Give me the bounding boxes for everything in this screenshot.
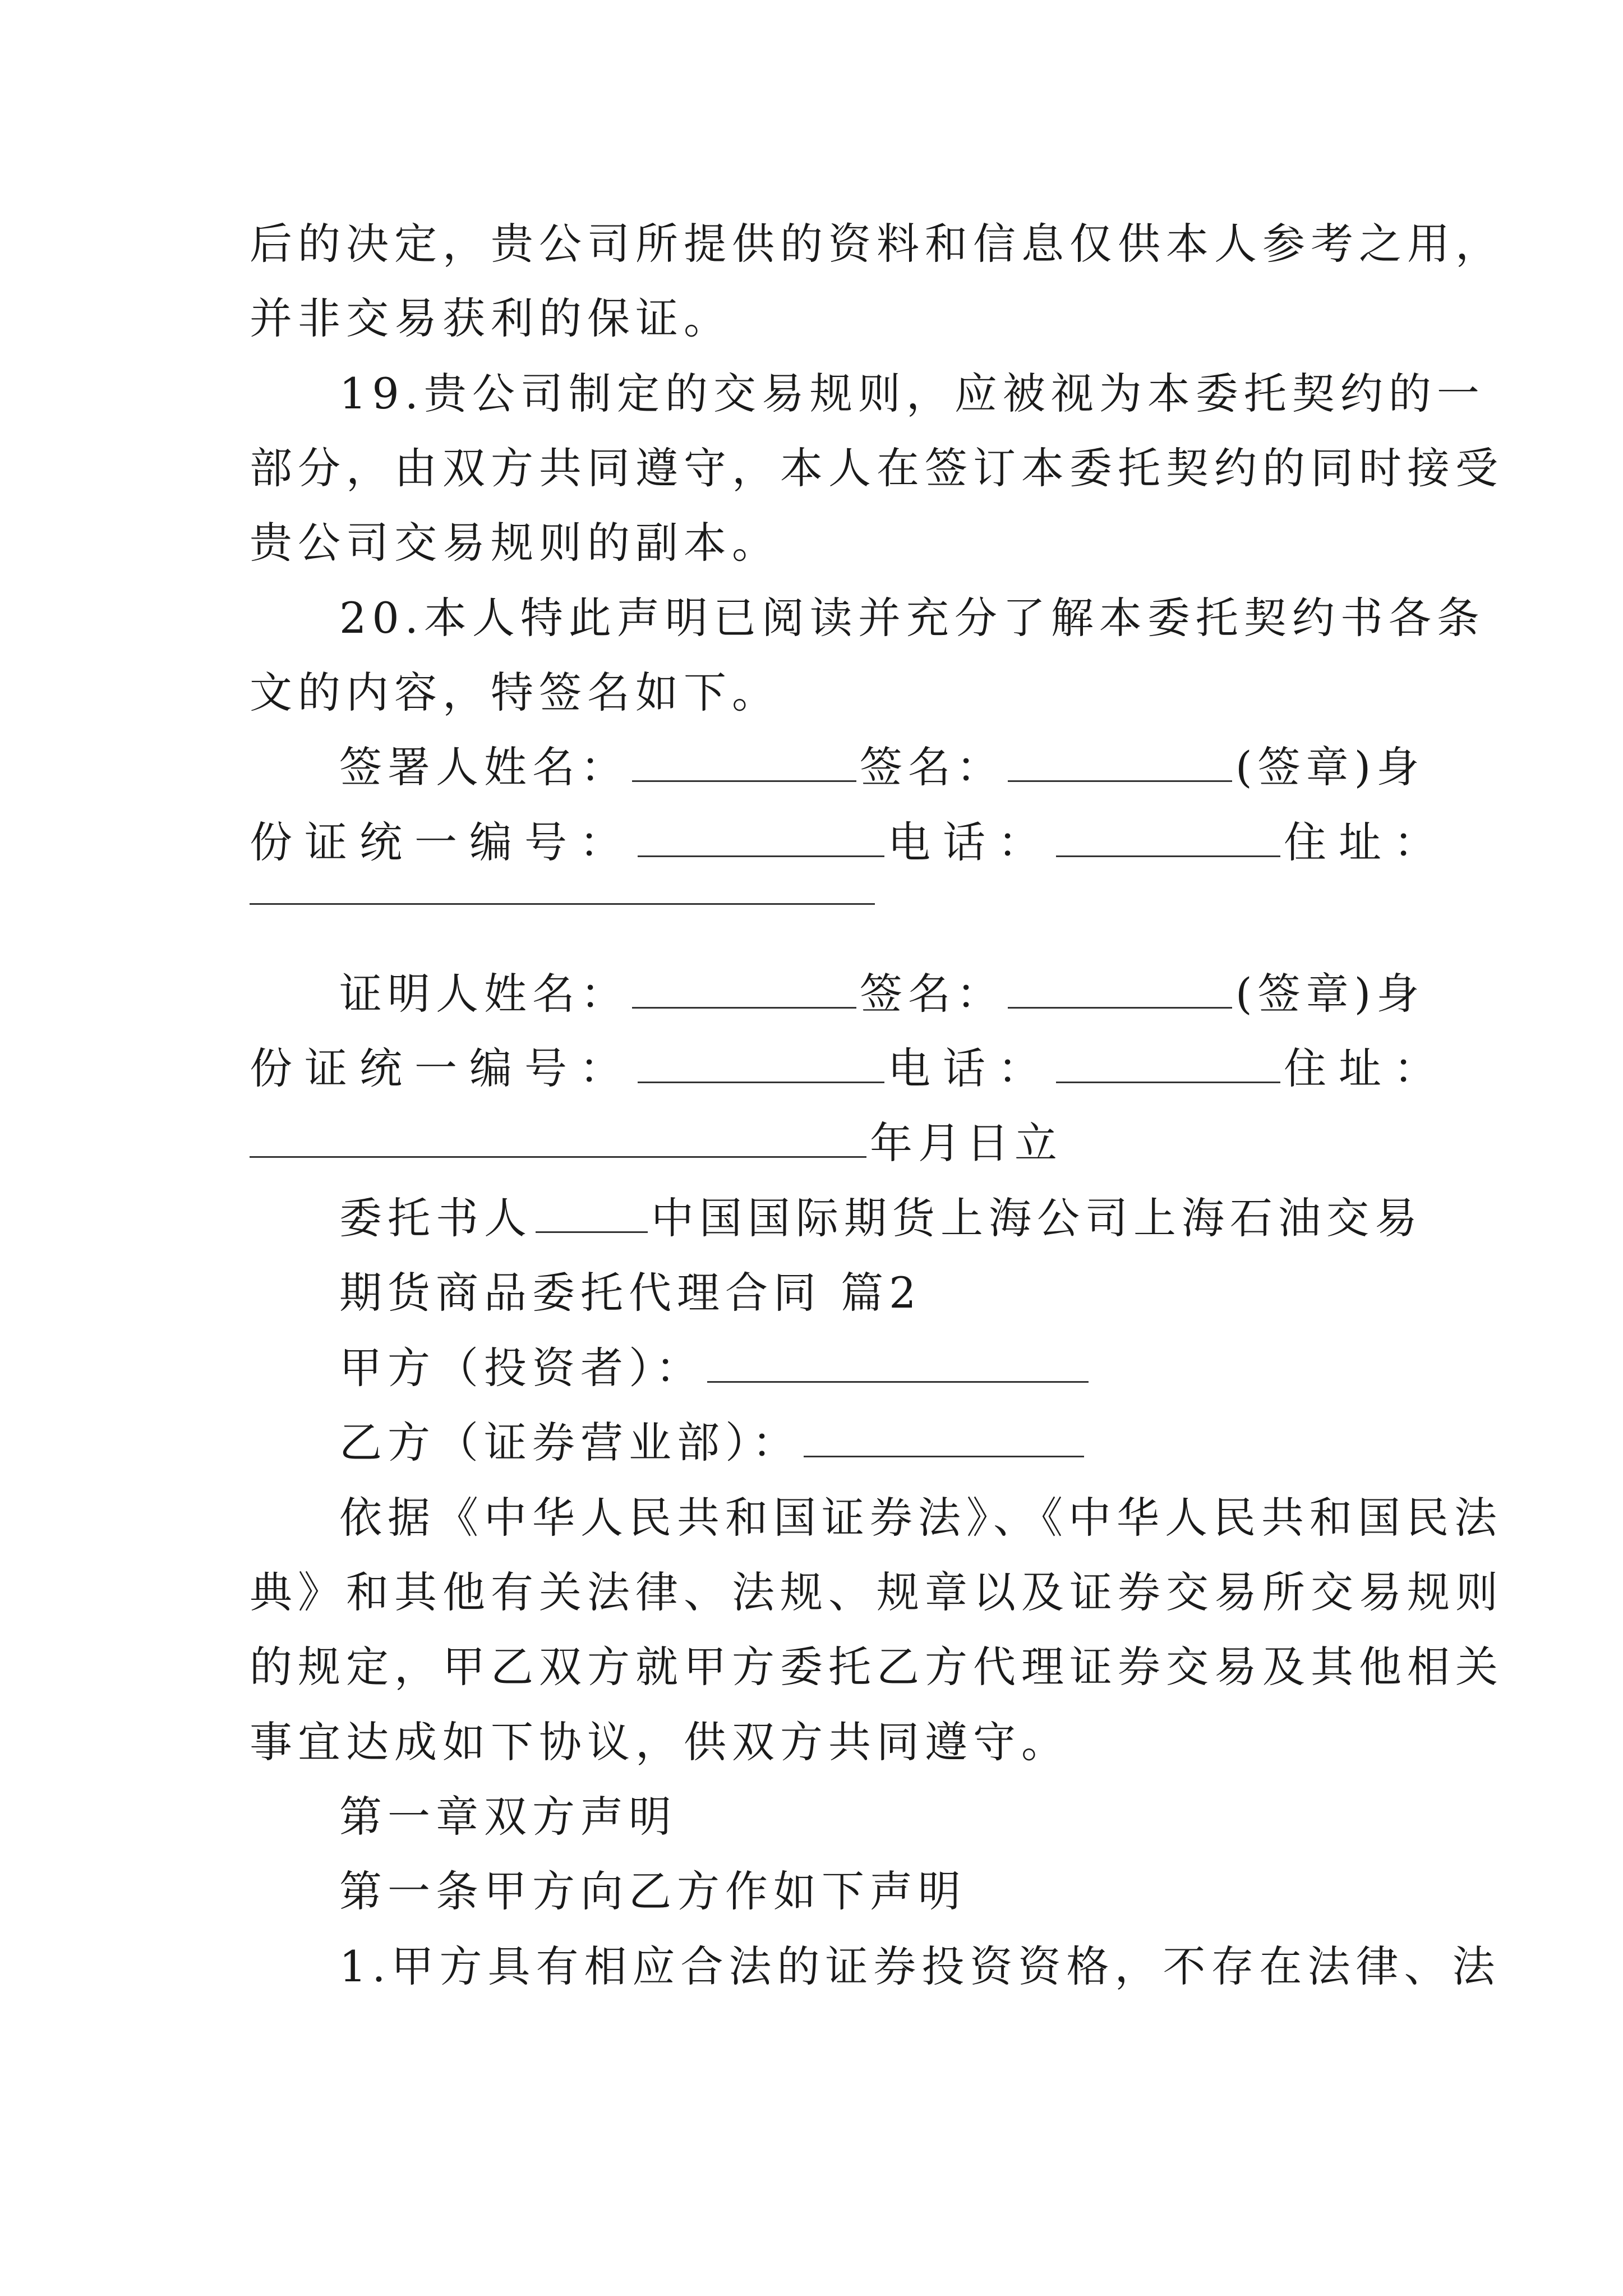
article-heading: 第一条甲方向乙方作如下声明	[339, 1866, 966, 1916]
signer-phone-label: 电话：	[888, 817, 1053, 867]
paragraph-line: 并非交易获利的保证。	[250, 293, 732, 343]
signer-sign-label: 签名：	[860, 742, 1004, 792]
party-b-field[interactable]	[804, 1421, 1084, 1457]
witness-address-label: 住址：	[1284, 1043, 1449, 1093]
signer-signature-field[interactable]	[1008, 746, 1232, 782]
witness-signature-field[interactable]	[1008, 972, 1232, 1009]
basis-line: 事宜达成如下协议，供双方共同遵守。	[250, 1717, 1069, 1767]
principal-company: 中国国际期货上海公司上海石油交易	[651, 1193, 1423, 1243]
clause-20-line: 文的内容，特签名如下。	[250, 668, 780, 717]
witness-sign-label: 签名：	[860, 969, 1004, 1019]
basis-line: 典》和其他有关法律、法规、规章以及证券交易所交易规则	[250, 1567, 1504, 1617]
witness-id-field[interactable]	[638, 1047, 884, 1083]
article-2-title: 期货商品委托代理合同 篇2	[339, 1268, 922, 1318]
paragraph-line: 后的决定，贵公司所提供的资料和信息仅供本人参考之用，	[250, 219, 1504, 269]
clause-19-line: 部分，由双方共同遵守，本人在签订本委托契约的同时接受	[250, 443, 1504, 493]
clause-20-line: 20.本人特此声明已阅读并充分了解本委托契约书各条	[339, 593, 1485, 643]
witness-address-field[interactable]	[250, 1121, 866, 1158]
witness-row	[339, 967, 1424, 1021]
clause-19-line: 贵公司交易规则的副本。	[250, 518, 780, 568]
signer-row	[339, 740, 1424, 794]
witness-phone-field[interactable]	[1056, 1047, 1280, 1083]
signer-address-field[interactable]	[250, 903, 875, 905]
party-b-row	[339, 1416, 1087, 1470]
signer-name-label: 签署人姓名：	[339, 742, 629, 792]
basis-line: 依据《中华人民共和国证券法》、《中华人民共和国民法	[339, 1493, 1502, 1543]
witness-name-field[interactable]	[632, 972, 856, 1009]
signer-id-label: 份证统一编号：	[250, 817, 634, 867]
clause-19-line: 19.贵公司制定的交易规则，应被视为本委托契约的一	[339, 369, 1485, 418]
witness-id-row	[250, 1042, 1449, 1096]
party-a-label: 甲方（投资者）：	[339, 1343, 704, 1393]
party-a-row	[339, 1341, 1092, 1395]
witness-phone-label: 电话：	[888, 1043, 1053, 1093]
signer-id-row	[250, 816, 1449, 869]
party-a-field[interactable]	[707, 1346, 1089, 1383]
party-b-label: 乙方（证券营业部）：	[339, 1418, 800, 1467]
witness-seal-text: (签章)身	[1235, 969, 1425, 1019]
signer-seal-text: (签章)身	[1235, 742, 1425, 792]
witness-name-label: 证明人姓名：	[339, 969, 629, 1019]
principal-field[interactable]	[536, 1197, 648, 1233]
signer-phone-field[interactable]	[1056, 821, 1280, 857]
signer-address-label: 住址：	[1284, 817, 1449, 867]
signer-id-field[interactable]	[638, 821, 884, 857]
date-text: 年月日立	[870, 1118, 1063, 1168]
signer-name-field[interactable]	[632, 746, 856, 782]
witness-id-label: 份证统一编号：	[250, 1043, 634, 1093]
item-1-line: 1.甲方具有相应合法的证券投资资格，不存在法律、法	[339, 1941, 1501, 1991]
basis-line: 的规定，甲乙双方就甲方委托乙方代理证券交易及其他相关	[250, 1642, 1504, 1692]
principal-row	[339, 1191, 1423, 1245]
principal-label: 委托书人	[339, 1193, 532, 1243]
witness-address-row	[250, 1116, 1063, 1170]
chapter-heading: 第一章双方声明	[339, 1792, 677, 1842]
